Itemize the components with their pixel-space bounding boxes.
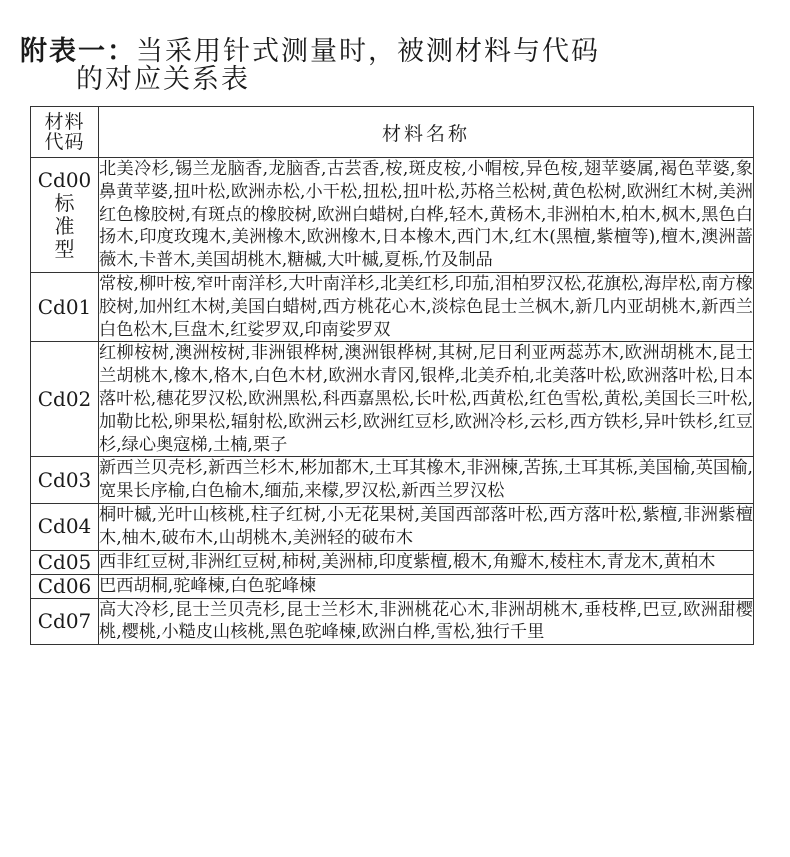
material-names-cell: 北美冷杉,锡兰龙脑香,龙脑香,古芸香,桉,斑皮桉,小帽桉,异色桉,翅苹婆属,褐色苹婆,象鼻黄苹婆,扭叶松,欧洲赤松,小干松,扭松,扭叶松,苏格兰松树,黄色松树,欧洲红木树,美洲红色橡胶树,有斑点的橡胶树,欧洲白蜡树,白桦,轻木,黄杨木,非洲柏木,柏木,枫木,黑色白扬木,印度玫瑰木,美洲橡木,欧洲橡木,日本橡木,西门木,红木(黑檀,紫檀等),檀木,澳洲蔷薇木,卡普木,美国胡桃木,糖槭,大叶槭,夏栎,竹及制品 [99, 158, 754, 273]
code-note-char: 型 [54, 236, 75, 261]
material-names-cell: 高大冷杉,昆士兰贝壳杉,昆士兰杉木,非洲桃花心木,非洲胡桃木,垂枝桦,巴豆,欧洲甜樱桃,樱桃,小糙皮山核桃,黑色驼峰楝,欧洲白桦,雪松,独行千里 [99, 598, 754, 645]
header-code-line-2: 代码 [44, 131, 85, 153]
material-code-cell [31, 574, 99, 598]
title-line-2: 的对应关系表 [76, 64, 250, 95]
header-code-line-1: 材料 [44, 111, 85, 133]
material-names-cell: 桐叶槭,光叶山核桃,柱子红树,小无花果树,美国西部落叶松,西方落叶松,紫檀,非洲紫檀木,柚木,破布木,山胡桃木,美洲轻的破布木 [99, 503, 754, 550]
header-material-name: 材料名称 [99, 107, 754, 158]
material-code-cell [31, 342, 99, 457]
code-note-char: 标 [54, 190, 75, 215]
material-code: Cd07 [37, 608, 92, 633]
table-row [31, 598, 754, 645]
header-material-code [31, 107, 99, 158]
table-title [20, 38, 780, 94]
table-row [31, 503, 754, 550]
material-names-cell: 新西兰贝壳杉,新西兰杉木,彬加都木,土耳其橡木,非洲楝,苦拣,土耳其栎,美国榆,英国榆,宽果长序榆,白色榆木,缅茄,来檬,罗汉松,新西兰罗汉松 [99, 457, 754, 504]
material-code-cell [31, 598, 99, 645]
table-row [31, 342, 754, 457]
material-code-cell [31, 158, 99, 273]
material-code-table [30, 106, 754, 645]
material-code-cell [31, 457, 99, 504]
material-code-cell [31, 550, 99, 574]
table-body [31, 158, 754, 645]
material-code: Cd02 [37, 386, 92, 411]
material-code: Cd00 [37, 167, 92, 192]
material-code: Cd06 [37, 573, 92, 598]
table-row [31, 574, 754, 598]
table-row [31, 158, 754, 273]
material-code-cell [31, 503, 99, 550]
material-names-cell: 巴西胡桐,驼峰楝,白色驼峰楝 [99, 574, 754, 598]
material-names-cell: 西非红豆树,非洲红豆树,柿树,美洲柿,印度紫檀,椴木,角瓣木,棱柱木,青龙木,黄柏木 [99, 550, 754, 574]
table-row [31, 272, 754, 341]
title-line-1 [20, 38, 780, 66]
material-code-cell [31, 272, 99, 341]
material-code: Cd04 [37, 514, 92, 539]
code-note-char: 准 [54, 213, 75, 238]
title-text-1: 当采用针式测量时，被测材料与代码 [136, 36, 600, 67]
table-header-row [31, 107, 754, 158]
material-code: Cd05 [37, 549, 92, 574]
material-names-cell: 红柳桉树,澳洲桉树,非洲银桦树,澳洲银桦树,其树,尼日利亚两蕊苏木,欧洲胡桃木,昆士兰胡桃木,橡木,格木,白色木材,欧洲水青冈,银桦,北美乔柏,北美落叶松,欧洲落叶松,日本落叶松,穗花罗汉松,欧洲黑松,科西嘉黑松,长叶松,西黄松,红色雪松,黄松,美国长三叶松,加勒比松,卵果松,辐射松,欧洲云杉,欧洲红豆杉,欧洲冷杉,云杉,西方铁杉,异叶铁杉,红豆杉,绿心奥寇梯,土楠,栗子 [99, 342, 754, 457]
material-names-cell: 常桉,柳叶桉,窄叶南洋杉,大叶南洋杉,北美红杉,印茄,泪柏罗汉松,花旗松,海岸松,南方橡胶树,加州红木树,美国白蜡树,西方桃花心木,淡棕色昆士兰枫木,新几内亚胡桃木,新西兰白色松木,巨盘木,红娑罗双,印南娑罗双 [99, 272, 754, 341]
material-code: Cd01 [37, 294, 92, 319]
material-code: Cd03 [37, 467, 92, 492]
table-row [31, 457, 754, 504]
title-prefix: 附表一： [20, 36, 136, 67]
table-row [31, 550, 754, 574]
